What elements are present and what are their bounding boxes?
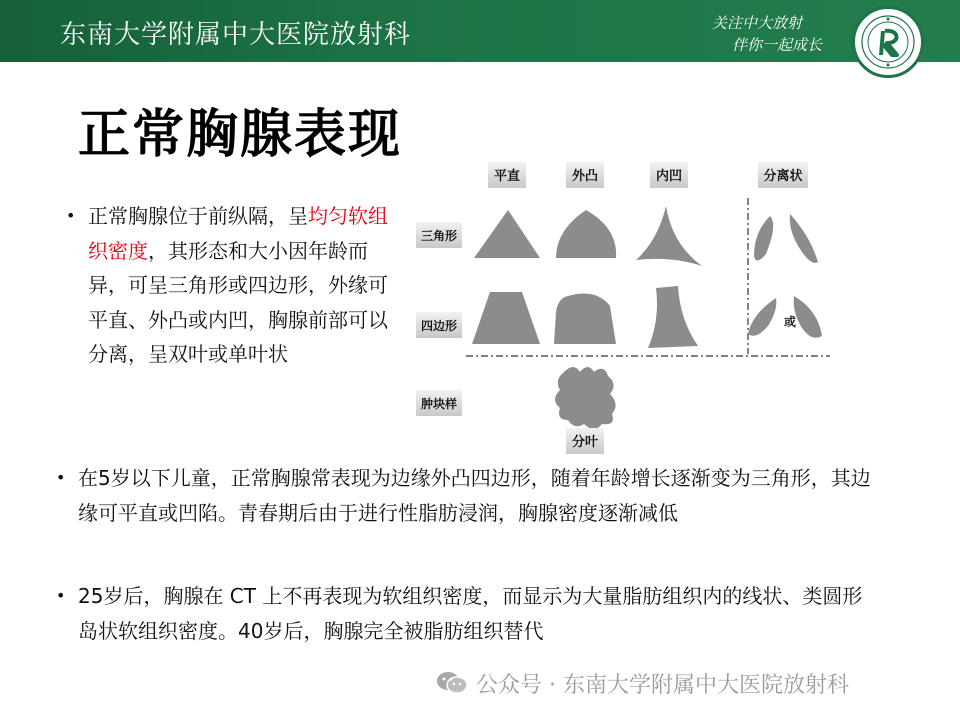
col-label-concave bbox=[650, 162, 688, 188]
lobulated-label-text: 分叶 bbox=[571, 435, 599, 450]
shape-separated-lobe-right bbox=[790, 214, 818, 263]
wechat-icon bbox=[436, 670, 468, 696]
col-label-separated bbox=[758, 162, 808, 188]
row-label-mass-text: 肿块样 bbox=[420, 397, 458, 411]
shape-triangle-convex bbox=[556, 210, 616, 258]
bullet1-highlight: 均匀软组织密度 bbox=[88, 204, 388, 263]
shape-separated-quad-right bbox=[794, 296, 822, 338]
row-label-quadrilateral-text: 四边形 bbox=[420, 319, 458, 333]
slogan-line-2: 伴你一起成长 bbox=[732, 36, 823, 54]
col-label-convex-text: 外凸 bbox=[571, 169, 599, 184]
bullet-dot-icon: • bbox=[56, 586, 66, 605]
institution-name: 东南大学附属中大医院放射科 bbox=[60, 20, 412, 50]
page-title: 正常胸腺表现 bbox=[78, 105, 403, 165]
shape-triangle-concave bbox=[636, 206, 702, 266]
shape-quad-straight bbox=[472, 292, 540, 344]
shape-separated-lobe-left bbox=[754, 216, 773, 261]
col-label-convex bbox=[566, 162, 604, 188]
row-label-quadrilateral bbox=[416, 312, 462, 338]
bullet-paragraph-2 bbox=[56, 461, 878, 530]
or-label: 或 bbox=[783, 315, 797, 329]
bullet3-text: 25岁后，胸腺在 CT 上不再表现为软组织密度，而显示为大量脂肪组织内的线状、类圆形岛状软组织密度。40岁后，胸腺完全被脂肪组织替代 bbox=[78, 584, 863, 643]
shape-quad-concave bbox=[648, 286, 698, 348]
shape-quad-convex bbox=[554, 294, 616, 344]
col-label-separated-text: 分离状 bbox=[763, 169, 803, 184]
watermark-text: 公众号 · 东南大学附属中大医院放射科 bbox=[476, 673, 849, 698]
shape-triangle-straight bbox=[474, 210, 540, 258]
bullet-paragraph-1 bbox=[66, 199, 398, 372]
col-label-straight-text: 平直 bbox=[493, 169, 521, 184]
bullet-dot-icon: • bbox=[56, 468, 66, 487]
slogan-line-1: 关注中大放射 bbox=[712, 14, 803, 32]
shape-separated-quad-left bbox=[748, 298, 776, 336]
row-label-triangle bbox=[416, 222, 462, 248]
row-label-mass bbox=[416, 390, 462, 416]
hospital-radiology-logo-icon bbox=[852, 6, 924, 78]
col-label-straight bbox=[488, 162, 526, 188]
thymus-shape-diagram bbox=[410, 158, 840, 458]
row-label-triangle-text: 三角形 bbox=[420, 229, 458, 243]
bullet2-text: 在5岁以下儿童，正常胸腺常表现为边缘外凸四边形，随着年龄增长逐渐变为三角形，其边缘可平直或凹陷。青春期后由于进行性脂肪浸润，胸腺密度逐渐减低 bbox=[78, 466, 871, 525]
bullet-paragraph-3 bbox=[56, 579, 878, 648]
shape-lobulated-mass bbox=[555, 367, 616, 429]
bullet1-text-part1: 正常胸腺位于前纵隔，呈 bbox=[88, 204, 308, 228]
bullet-dot-icon: • bbox=[66, 206, 76, 225]
header-bar bbox=[0, 0, 960, 62]
lobulated-label bbox=[566, 428, 604, 454]
col-label-concave-text: 内凹 bbox=[655, 169, 683, 184]
bullet1-text-part2: ，其形态和大小因年龄而异，可呈三角形或四边形，外缘可平直、外凸或内凹，胸腺前部可以分离，呈双叶或单叶状 bbox=[88, 238, 388, 366]
